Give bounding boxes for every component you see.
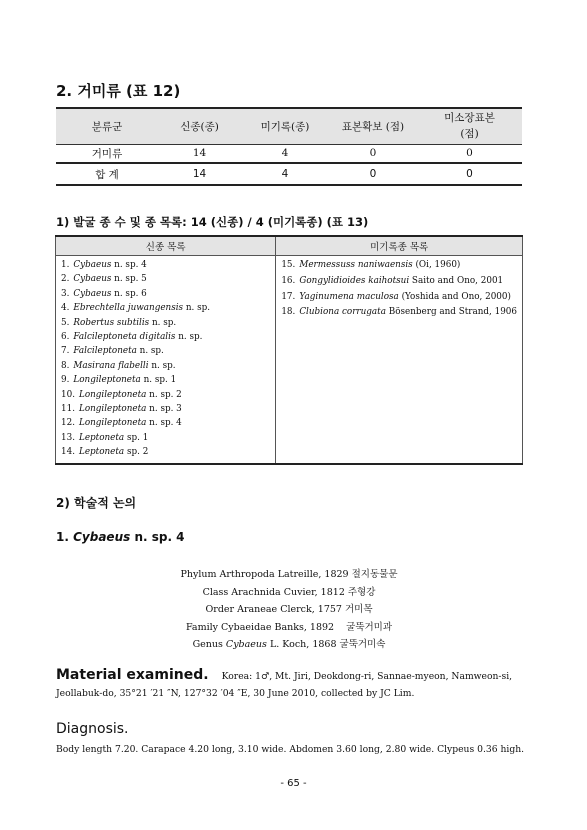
section-title: 2. 거미류 (표 12) [56,82,181,100]
col-header-taxon: 분류군 [91,120,123,133]
species-list-item: 15. Mermessuss naniwaensis (Oi, 1960) [281,260,461,270]
taxonomy-family: Family Cybaeidae Banks, 1892 굴뚝거미과 [185,621,393,633]
species-list-item: 3. Cybaeus n. sp. 6 [61,288,147,299]
table-12 [56,107,522,186]
species-list-item: 4. Ebrechtella juwangensis n. sp. [61,303,211,314]
species-list-item: 2. Cybaeus n. sp. 5 [61,274,147,285]
species-list-item: 7. Falcileptoneta n. sp. [61,346,164,357]
material-line2: Jeollabuk-do, 35°21 ′21 ″N, 127°32 ′04 ″E, 30 June 2010, collected by JC Lim. [56,688,415,699]
species-list-item: 10. Longileptoneta n. sp. 2 [61,389,182,400]
col-header-unrecorded: 미기록(종) [260,120,310,133]
unrecorded-species-header: 미기록종 목록 [276,236,523,256]
taxonomy-phylum: Phylum Arthropoda Latreille, 1829 절지동물문 [180,569,398,580]
material-examined [56,664,526,683]
taxonomy-genus: Genus Cybaeus L. Koch, 1868 굴뚝거미속 [192,639,386,650]
species-list-item: 12. Longileptoneta n. sp. 4 [61,418,182,429]
species-list-item: 5. Robertus subtilis n. sp. [61,317,177,328]
taxonomy-order: Order Araneae Clerck, 1757 거미목 [205,604,373,615]
species-list-item: 6. Falcileptoneta digitalis n. sp. [61,331,203,342]
table-row: 거미류 14 4 0 0 [56,144,522,163]
species-list-item: 16. Gongylidioides kaihotsui Saito and Ono, 2001 [281,275,504,286]
table-13 [55,235,523,465]
species-list-item: 17. Yaginumena maculosa (Yoshida and Ono, 2000) [281,291,511,302]
col-header-new-species: 신종(종) [180,120,219,133]
material-heading: Material examined. [56,667,209,683]
species-list-item: 13. Leptoneta sp. 1 [61,432,149,443]
diagnosis-text: Body length 7.20. Carapace 4.20 long, 3.10 wide. Abdomen 3.60 long, 2.80 wide. Clypeus 0.36 high. [56,744,525,755]
species-list-item: 9. Longileptoneta n. sp. 1 [61,375,177,386]
col-header-unheld-specimens: 미소장표본 (점) [444,112,495,141]
col-header-specimens: 표본확보 (점) [341,120,405,133]
diagnosis-heading: Diagnosis. [56,721,129,737]
table-header-row [56,108,522,144]
material-line1: Korea: 1♂, Mt. Jiri, Deokdong-ri, Sannae-myeon, Namweon-si, [221,671,513,682]
species-list-item: 8. Masirana flabelli n. sp. [61,360,176,371]
unrecorded-species-list [276,256,523,465]
subsection-species-count: 1) 발굴 종 수 및 종 목록: 14 (신종) / 4 (미기록종) (표 13) [56,215,369,229]
new-species-header: 신종 목록 [56,236,276,256]
taxonomy-class: Class Arachnida Cuvier, 1812 주형강 [202,586,376,598]
subsection-discussion: 2) 학술적 논의 [56,496,137,510]
species-heading: 1. Cybaeus n. sp. 4 [56,530,185,544]
taxonomy-block [56,566,522,654]
species-list-item: 11. Longileptoneta n. sp. 3 [61,403,182,414]
species-list-item: 1. Cybaeus n. sp. 4 [61,260,147,270]
species-list-item: 14. Leptoneta sp. 2 [61,447,149,458]
table-total-row: 합 계 14 4 0 0 [56,163,522,185]
page-number: - 65 - [280,778,307,789]
species-list-item: 18. Clubiona corrugata Bösenberg and Strand, 1906 [281,307,517,318]
new-species-list [56,256,276,465]
